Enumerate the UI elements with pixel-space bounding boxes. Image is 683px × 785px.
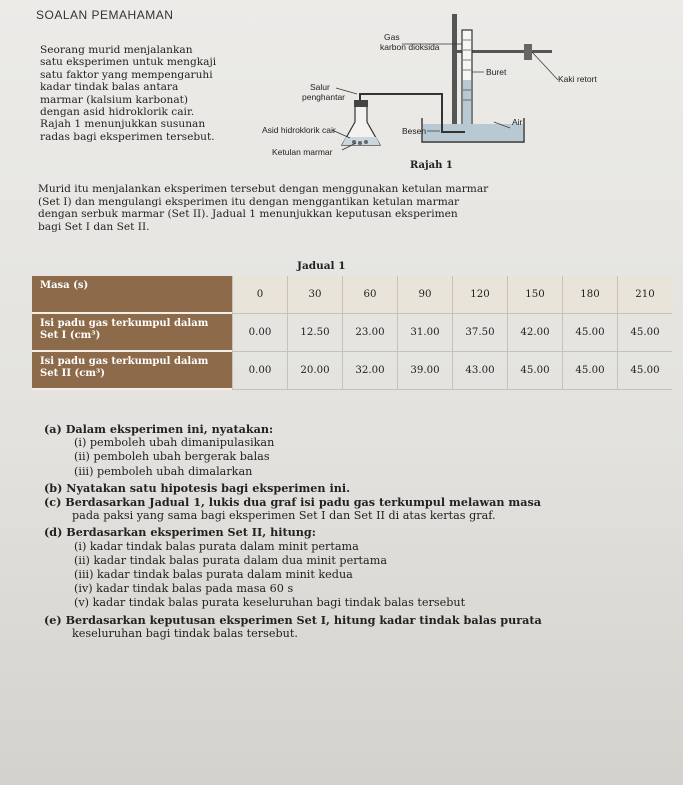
question-c-line1: (c) Berdasarkan Jadual 1, lukis dua graf isi padu gas terkumpul melawan masa xyxy=(44,495,542,510)
table-cell: 45.00 xyxy=(562,314,617,352)
table-cell: 31.00 xyxy=(397,314,452,352)
row-header-time: Masa (s) xyxy=(32,276,232,314)
row-header-line: Isi padu gas terkumpul dalam xyxy=(40,356,209,367)
label-karbon-dioksida: karbon dioksida xyxy=(380,42,440,52)
table-caption: Jadual 1 xyxy=(297,260,346,272)
table-cell: 210 xyxy=(617,276,672,314)
question-a-iii: (iii) pemboleh ubah dimalarkan xyxy=(74,464,253,478)
row-header-set1 xyxy=(32,314,232,352)
label-ketulan-marmar: Ketulan marmar xyxy=(272,147,333,157)
paragraph-line: (Set I) dan mengulangi eksperimen itu dengan menggantikan ketulan marmar xyxy=(38,195,460,208)
label-buret: Buret xyxy=(486,67,507,77)
section-title: SOALAN PEMAHAMAN xyxy=(36,8,174,22)
intro-line: Seorang murid menjalankan xyxy=(40,44,193,56)
table-cell: 90 xyxy=(397,276,452,314)
table-cell: 42.00 xyxy=(507,314,562,352)
question-d-ii: (ii) kadar tindak balas purata dalam dua minit pertama xyxy=(74,553,387,567)
table-row-time xyxy=(32,276,672,314)
question-d: (d) Berdasarkan eksperimen Set II, hitung: xyxy=(44,525,316,540)
table-cell: 60 xyxy=(342,276,397,314)
question-a: (a) Dalam eksperimen ini, nyatakan: xyxy=(44,422,274,436)
table-cell: 23.00 xyxy=(342,314,397,352)
label-gas: Gas xyxy=(384,32,400,42)
paragraph-line: bagi Set I dan Set II. xyxy=(38,220,150,233)
label-air: Air xyxy=(512,117,523,127)
label-asid: Asid hidroklorik cair xyxy=(262,125,336,135)
intro-line: Rajah 1 menunjukkan susunan xyxy=(40,118,206,131)
table-row-set1 xyxy=(32,314,672,352)
table-cell: 120 xyxy=(452,276,507,314)
intro-line: satu eksperimen untuk mengkaji xyxy=(40,56,217,69)
table-row-set2 xyxy=(32,352,672,390)
row-header-set2 xyxy=(32,352,232,390)
intro-line: satu faktor yang mempengaruhi xyxy=(40,68,213,81)
question-d-i: (i) kadar tindak balas purata dalam minit pertama xyxy=(74,539,359,553)
retort-stand-rod xyxy=(452,14,457,134)
table-cell: 0 xyxy=(232,276,287,314)
row-header-line: Set II (cm³) xyxy=(40,368,106,379)
table-cell: 30 xyxy=(287,276,342,314)
question-c-line2: pada paksi yang sama bagi eksperimen Set I dan Set II di atas kertas graf. xyxy=(72,509,496,523)
table-cell: 0.00 xyxy=(232,352,287,390)
label-besen: Besen xyxy=(402,126,427,136)
diagram-caption: Rajah 1 xyxy=(410,160,453,171)
stopper xyxy=(354,100,368,107)
table-cell: 45.00 xyxy=(617,314,672,352)
row-header-line: Set I (cm³) xyxy=(40,330,101,341)
label-kaki-retort: Kaki retort xyxy=(558,74,597,84)
paragraph-line: Murid itu menjalankan eksperimen tersebut dengan menggunakan ketulan marmar xyxy=(38,183,489,195)
table-cell: 45.00 xyxy=(507,352,562,390)
table-cell: 0.00 xyxy=(232,314,287,352)
apparatus-svg xyxy=(262,10,682,175)
question-d-v: (v) kadar tindak balas purata keseluruhan bagi tindak balas tersebut xyxy=(74,596,466,610)
table-cell: 180 xyxy=(562,276,617,314)
question-d-iii: (iii) kadar tindak balas purata dalam minit kedua xyxy=(74,568,353,582)
question-e-line1: (e) Berdasarkan keputusan eksperimen Set I, hitung kadar tindak balas purata xyxy=(44,612,542,627)
marble-chip xyxy=(364,140,368,144)
table-cell: 150 xyxy=(507,276,562,314)
table-cell: 43.00 xyxy=(452,352,507,390)
paragraph-line: dengan serbuk marmar (Set II). Jadual 1 menunjukkan keputusan eksperimen xyxy=(38,208,458,221)
table-cell: 20.00 xyxy=(287,352,342,390)
table-cell: 32.00 xyxy=(342,352,397,390)
label-penghantar: penghantar xyxy=(302,92,346,102)
table-cell: 39.00 xyxy=(397,352,452,390)
intro-line: marmar (kalsium karbonat) xyxy=(40,93,189,106)
results-table xyxy=(32,258,680,408)
question-a-i: (i) pemboleh ubah dimanipulasikan xyxy=(74,436,275,450)
label-salur: Salur xyxy=(310,82,330,92)
description-paragraph xyxy=(38,183,678,233)
intro-text xyxy=(40,44,255,143)
intro-line: radas bagi eksperimen tersebut. xyxy=(40,130,215,143)
table-cell: 45.00 xyxy=(617,352,672,390)
question-list xyxy=(44,422,680,641)
question-d-iv: (iv) kadar tindak balas pada masa 60 s xyxy=(74,582,294,596)
intro-line: kadar tindak balas antara xyxy=(40,81,179,94)
basin-water xyxy=(423,124,523,141)
question-b: (b) Nyatakan satu hipotesis bagi eksperimen ini. xyxy=(44,480,350,495)
table-cell: 12.50 xyxy=(287,314,342,352)
apparatus-diagram xyxy=(262,10,682,175)
table-cell: 37.50 xyxy=(452,314,507,352)
table-cell: 45.00 xyxy=(562,352,617,390)
clamp-head xyxy=(524,44,532,60)
question-a-ii: (ii) pemboleh ubah bergerak balas xyxy=(74,450,270,464)
question-e-line2: keseluruhan bagi tindak balas tersebut. xyxy=(72,626,298,640)
marble-chip xyxy=(358,141,362,145)
row-header-line: Isi padu gas terkumpul dalam xyxy=(40,318,209,329)
intro-line: dengan asid hidroklorik cair. xyxy=(40,106,195,119)
